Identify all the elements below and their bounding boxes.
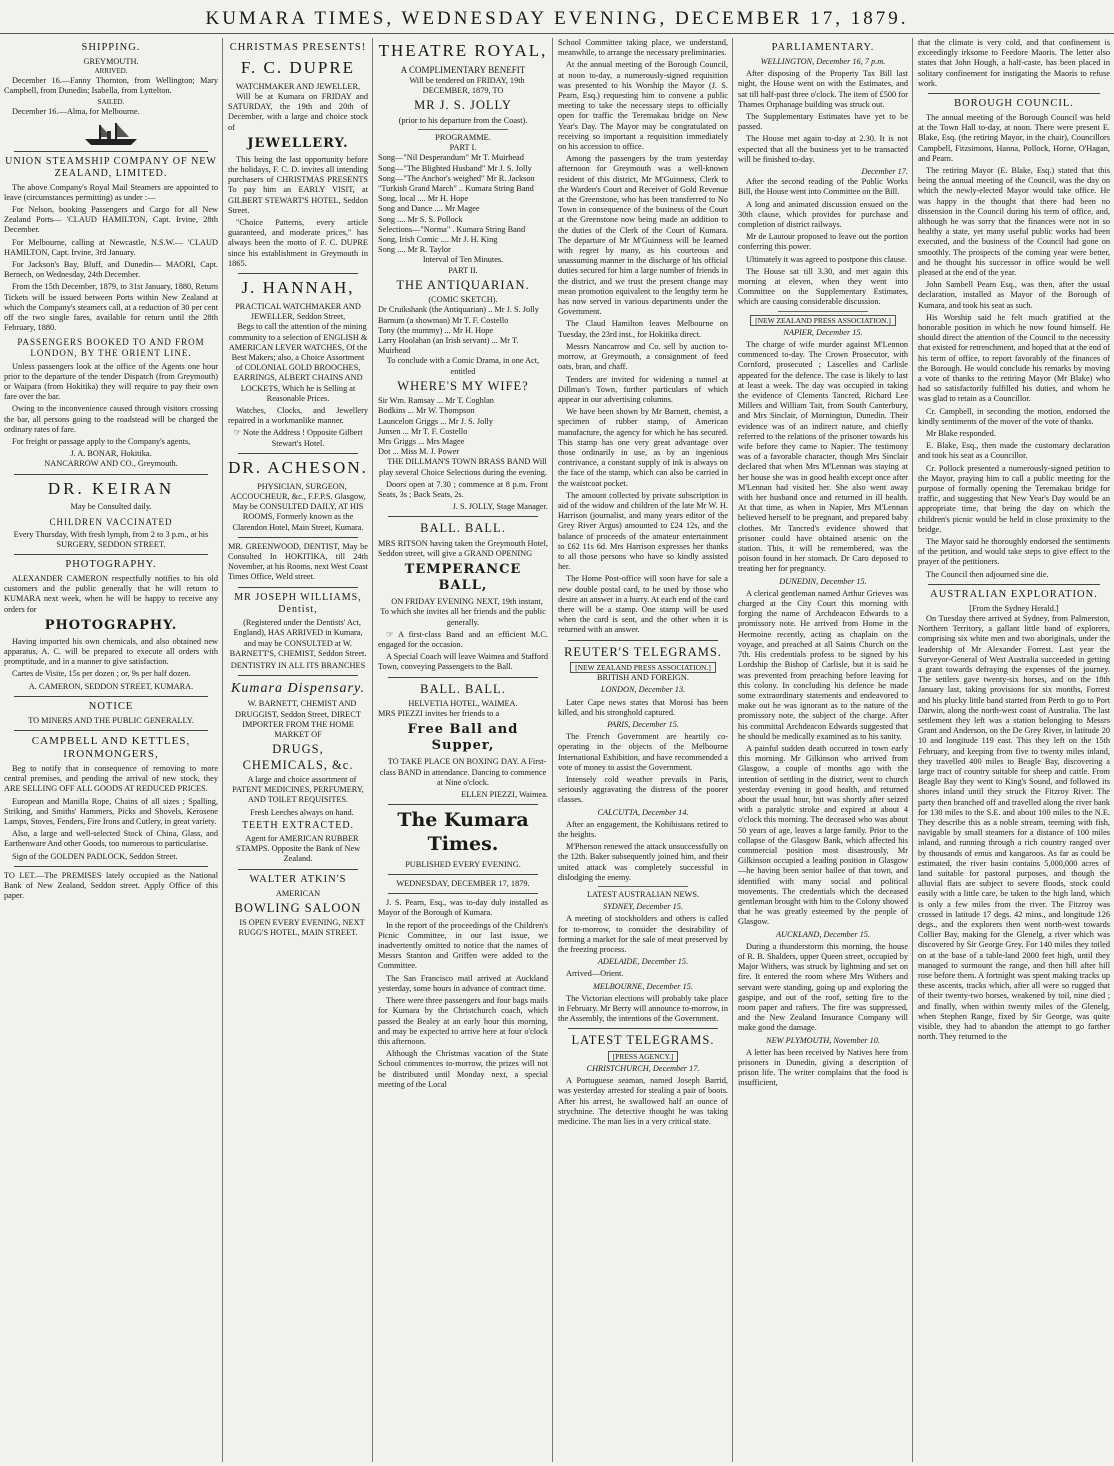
column-rule [732, 38, 733, 1462]
telegram-text: A painful sudden death occurred in town early this morning. Mr Gilkinson who arrived from Glasgow, a couple of months ago with the intention of settling in the district, went to church yesterday evening in good health, and returned about the usual hour, but was shortly after seized with a paralytic stroke and expired at about 4 o'clock this morning. The deceased who was about 50 years of age, leaves a large family. Prior to the collapse of the Glasgow Bank, which affected his commercial position most disastrously, Mr Gilkinson occupied a leading position in Glasgow—he having been senior bailee of that town, and identified with many social and political movements. The credentials which the deceased gentleman brought with him to the Colony showed that he was greatly esteemed by the people of Glasgow. [738, 743, 908, 927]
divider [238, 453, 358, 454]
dispensary-heading: Kumara Dispensary. [231, 681, 365, 697]
telegram-text: A clerical gentleman named Arthur Grieves was charged at the City Court this morning with forging the name of Archdeacon Edwards to a promissory note. He arrived from Home in the Hermoine recently, acting as chaplain on the voyage, and preached at all Saints Church on the 7th. His credentials profess to be signed by his Lordship the Bishop of Carlisle, but it is said he was prevented from preaching before leaving for this colony. In concluding his defence he made some extraordinary statements and endeavored to make out he was ignorant as to the nature of the promissory note, the subject of the charge. After his committal Archdeacon Edwards suggested that he should be medically examined as to his sanity. [738, 588, 908, 741]
piezzi-signature: ELLEN PIEZZI, Waimea. [461, 789, 548, 799]
union-text: For Nelson, booking Passengers and Cargo for all New Zealand Ports— 'CLAUD HAMILTON, Capt. Irvine, 28th December. [4, 204, 218, 235]
latest-telegrams-heading: LATEST TELEGRAMS. [571, 1033, 715, 1048]
cast-item: Launcelott Griggs ... Mr J. S. Jolly [378, 416, 493, 426]
council-text: The annual meeting of the Borough Council was held at the Town Hall to-day, at noon. There were present E. Blake, Esq. (the retiring Mayor, in the chair), Councillors Campbell, Fitzsimons, Hanna, Pollock, Horne, O'Hagan, and Pearn. [918, 112, 1110, 163]
cast-item: Larry Hoolahan (an Irish servant) ... Mr T. Muirhead [378, 335, 519, 356]
news-text: that the climate is very cold, and that confinement is exceedingly irksome to Feedore Maoris. The letter also states that John Hough, a half-caste, has been placed in solitary confinement for instigating the Maoris to refuse work. [918, 38, 1110, 88]
greenwood-text: MR. GREENWOOD, DENTIST, May be Consulted In HOKITIKA, till 24th November, at his Rooms, next West Coast Times Office, Weld street. [228, 541, 368, 582]
telegram-text: M'Pherson renewed the attack unsuccessfully on the 12th. Baker subsequently joined him, and their united attack was completely successful in dislodging the enemy. [558, 842, 728, 882]
telegram-text: Later Cape news states that Morosi has been killed, and his stronghold captured. [558, 697, 728, 717]
telegram-text: A letter has been received by Natives here from prisoners in Dunedin, giving a description of prison life. The writer complains that the food is insufficient, [738, 1047, 908, 1088]
press-association-label: [NEW ZEALAND PRESS ASSOCIATION.] [570, 662, 716, 673]
part-label: PART II. [448, 265, 478, 275]
ritson-band-text: A first-class Band and an efficient M.C. engaged for the occasion. [378, 629, 548, 649]
news-text: The amount collected by private subscription in aid of the widow and children of the late Mr W. H. Harrison (journalist, and many years editor of the Grey River Argus) amounted to £24 12s, and the balance of proceeds of the amateur entertainment to £62 11s 6d. Mrs Harrison expresses her thanks to all those persons who have so kindly assisted her. [558, 490, 728, 572]
piezzi-text: MRS PIEZZI invites her friends to a [378, 709, 500, 719]
telegram-text: The Victorian elections will probably take place in February. Mr Berry will announce to-morrow, in the Assembly, the intentions of the Government. [558, 993, 728, 1024]
dateline: WELLINGTON, December 16, 7 p.m. [760, 56, 886, 66]
divider [388, 874, 538, 875]
dateline: December 17. [861, 166, 908, 176]
source-label: [From the Sydney Herald.] [969, 603, 1059, 613]
williams-text: (Registered under the Dentists' Act, England), HAS ARRIVED in Kumara, and may be CONSULTED at W. BARNETT'S, CHEMIST, Seddon Street. [229, 618, 367, 658]
parliament-text: Ultimately it was agreed to postpone this clause. [746, 254, 907, 264]
telegram-text: Intensely cold weather prevails in Paris, seriously aggravating the distress of the poorer classes. [558, 775, 728, 805]
editorial-text: The San Francisco mail arrived at Auckland yesterday, some hours in advance of contract time. [378, 973, 548, 993]
programme-item: Song .... Mr R. Taylor [378, 245, 451, 255]
news-text: Among the passengers by the tram yesterday afternoon for Greymouth was a well-known resident of this district, Mr M'Guinness, Clerk to the Warden's Court and Receiver of Gold Revenue at the Greenstone, who has been transferred to No Town in consequence of the business of the Court at the Greenstone now being made an addition to the duties of the Clerk of the Court of Kumara. The departure of Mr M'Guinness will be learned with regret by many, as his courteous and unassuming manner in the discharge of his official duties secured for him a large number of friends in the district, and we trust the present change may mean promotion equivalent to the lengthy term he has now served in various departments under the Government. [558, 154, 728, 317]
divider [778, 311, 868, 312]
divider [388, 804, 538, 805]
ball-heading: BALL. BALL. [420, 681, 506, 696]
telegram-text: The French Government are heartily co-operating in the objects of the Melbourne International Exhibition, and have recommended a vote of money to assist the Government. [558, 732, 728, 772]
ritson-text: ON FRIDAY EVENING NEXT, 19th instant, To which she invites all her friends and the public generally. [380, 597, 546, 627]
cast-item: Junsen ... Mr T. F. Costello [378, 426, 468, 436]
parliamentary-heading: PARLIAMENTARY. [771, 42, 875, 53]
cast-item: Tony (the mummy) ... Mr H. Hope [378, 325, 494, 335]
greymouth-label: GREYMOUTH. [83, 56, 139, 66]
press-association-label: [NEW ZEALAND PRESS ASSOCIATION.] [750, 315, 896, 326]
parliament-text: The House met again to-day at 2.30. It is not expected that all the business yet to be transacted will be finished to-day. [738, 134, 908, 164]
parliament-text: A long and animated discussion ensued on the 30th clause, which provides for purchase and completion of district railways. [738, 199, 908, 229]
divider [238, 273, 358, 274]
shipping-heading: SHIPPING. [81, 42, 141, 53]
dateline: SYDNEY, December 15. [603, 902, 683, 912]
hannah-subtitle: PRACTICAL WATCHMAKER AND JEWELLER, Seddon Street, [235, 301, 361, 322]
campbell-text: European and Manilla Rope, Chains of all sizes ; Spalling, Striking, and Smiths' Hammers, Picks and Shovels, Kerosene Lamps, Stoves, Fenders, Fire Irons and Cutlery, in great variety. [4, 796, 218, 826]
part-label: PART I. [449, 143, 477, 153]
dateline: CHRISTCHURCH, December 17. [586, 1064, 700, 1074]
theatre-heading: THEATRE ROYAL, [378, 41, 548, 60]
piezzi-text: TO TAKE PLACE ON BOXING DAY. A First-class BAND in attendance. Dancing to commence at Nine o'clock. [379, 757, 547, 787]
issue-dateline: WEDNESDAY, DECEMBER 17, 1879. [396, 879, 530, 889]
cast-item: Barnum (a showman) Mr T. F. Costello [378, 315, 509, 325]
news-text: We have been shown by Mr Barnett, chemist, a specimen of rubber stamp, of American manufacture, the agency for which he has secured. This stamp has one very great advantage over those ordinarily in use, as by an ingenious contrivance, a constant supply of ink is always on the face of the stamp, which can also be carried in the waistcoat pocket. [558, 407, 728, 488]
cast-item: Mrs Griggs ... Mrs Magee [378, 436, 465, 446]
sailed-label: SAILED. [97, 98, 125, 107]
dateline: CALCUTTA, December 14. [597, 807, 689, 817]
dateline: DUNEDIN, December 15. [779, 576, 867, 586]
notice-heading: NOTICE [88, 700, 134, 712]
council-text: The retiring Mayor (E. Blake, Esq.) stated that this being the annual meeting of the Council, was the day on which the newly-elected Mayor would take office. He was happy in the thought that there had been no dissension in the Council during his term of office, and, although he was sorry that the finances were not in so healthy a state, yet many useful public works had been executed, and the business of the Council had gone on smoothly. The prospects of the coming year were better, and he thought his successor in office would be well pleased at the end of the year. [918, 165, 1110, 277]
news-text: At the annual meeting of the Borough Council, at noon to-day, a numerously-signed requisition was presented to his Worship the Mayor (J. S. Pearn, Esq.) requesting him to convene a public meeting to take the necessary steps to officially open for traffic the Teremakau bridge on New Year's Day. The Mayor may be congratulated on receiving so important a requisition immediately on his accession to office. [558, 60, 728, 152]
council-text: The Mayor said he thoroughly endorsed the sentiments of the petition, and would take steps to give effect to the prayer of the petitioners. [918, 537, 1110, 567]
dupre-text: Will be at Kumara on FRIDAY and SATURDAY, the 19th and 20th of December, with a large and choice stock of [228, 92, 368, 132]
agent-signature: J. A. BONAR, Hokitika. [70, 449, 152, 459]
council-text: His Worship said he felt much gratified at the honorable position in which he now found himself. He should direct the attention of the Council to the necessity that existed for retrenchment, and hoped that at the end of his term of office, to report favorably of the finances of the Borough. He would conclude his remarks by moving a vote of thanks to the retiring Mayor (Mr Blake) who had so satisfactorily fulfilled his duties, and whom he was glad to retain as a Councillor. [918, 312, 1110, 404]
benefit-heading: A COMPLIMENTARY BENEFIT [400, 64, 526, 75]
newspaper-title: The Kumara Times. [397, 809, 529, 855]
divider [418, 129, 508, 130]
telegram-text: After an engagement, the Kohibistans retired to the heights. [558, 819, 728, 840]
divider [598, 886, 688, 887]
parliament-text: After the second reading of the Public Works Bill, the House went into Committee on the Bill. [738, 177, 908, 197]
news-text: The Claud Hamilton leaves Melbourne on Tuesday, the 23rd inst., for Hokitika direct. [558, 319, 728, 339]
british-heading: BRITISH AND FOREIGN. [597, 673, 689, 683]
jolly-signature: J. S. JOLLY, Stage Manager. [452, 502, 548, 512]
photography-heading: PHOTOGRAPHY. [65, 559, 157, 571]
telegram-text: A meeting of stockholders and others is called for to-morrow, to consider the desirability of forming a market for the sale of meat preserved by the freezing process. [558, 914, 728, 955]
news-text: Tenders are invited for widening a tunnel at Dillman's Town, further particulars of which appear in our advertising columns. [558, 374, 728, 404]
divider [14, 151, 208, 152]
ship-icon [81, 119, 141, 147]
divider [928, 584, 1100, 585]
parliament-text: The House sat till 3.30, and met again this morning at eleven, when they went into Committee on the Supplementary Estimates, which are causing considerable discussion. [738, 266, 908, 307]
divider [238, 675, 358, 676]
programme-item: Song .... Mr S. S. Pollock [378, 214, 463, 224]
programme-item: Selections—"Norma" . Kumara String Band [378, 224, 526, 234]
programme-item: Song—"Nil Desperandum" Mr T. Muirhead [378, 153, 524, 163]
divider [14, 866, 208, 867]
divider [388, 516, 538, 517]
teeth-banner: TEETH EXTRACTED. [241, 819, 355, 831]
council-text: John Sambell Pearn Esq., was then, after the usual declaration, installed as Mayor of the Borough of Kumara, and took his seat as such. [918, 280, 1110, 310]
antiquarian-heading: THE ANTIQUARIAN. [396, 277, 530, 292]
telegram-text: A Portuguese seaman, named Joseph Barrid, was yesterday arrested for stealing a pair of boots. After his arrest, he swallowed half an ounce of strychnine. The detective thought he was taking medicine. The man lies in a very critical state. [558, 1076, 728, 1127]
divider [14, 474, 208, 475]
jolly-text: (prior to his departure from the Coast). [398, 115, 528, 125]
column-rule [222, 38, 223, 1462]
interval-text: Interval of Ten Minutes. [422, 255, 504, 265]
council-text: The Council then adjourned sine die. [926, 569, 1049, 579]
council-text: Cr. Pollock presented a numerously-signed petition to the Mayor, praying him to call a public meeting for the purpose of formally opening the Teremakau bridge for traffic, and suggesting that New Year's Day would be an appropriate time, that being the day on which the children's picnic would be held in close proximity to the bridge. [918, 463, 1110, 534]
column-rule [372, 38, 373, 1462]
dupre-text: "Choice Patterns, every article guaranteed, and moderate prices," has always been the motto of F. C. DUPRE since his establishment in Greymouth in 1865. [228, 218, 368, 268]
union-text: The above Company's Royal Mail Steamers are appointed to leave (circumstances permitting) as under :— [4, 182, 218, 202]
union-text: For Melbourne, calling at Newcastle, N.S.W.— 'CLAUD HAMILTON, Capt. Irvine, 3rd January. [4, 237, 218, 257]
helvetia-heading: HELVETIA HOTEL, WAIMEA. [408, 698, 518, 708]
borough-council-heading: BOROUGH COUNCIL. [954, 98, 1074, 110]
parliament-text: Mr de Lautour proposed to leave out the portion conferring this power. [738, 232, 908, 252]
column-rule [552, 38, 553, 1462]
pointing-hand-icon: ☞ [386, 629, 399, 639]
ball-heading: BALL. BALL. [420, 521, 506, 536]
cast-item: Dot ... Miss M. J. Power [378, 447, 460, 457]
masthead-title: KUMARA TIMES, WEDNESDAY EVENING, DECEMBER 17, 1879. [205, 8, 909, 29]
wife-heading: WHERE'S MY WIFE? [397, 378, 529, 393]
programme-item: Song—"The Anchor's weighed" Mr R. Jackson [378, 173, 535, 183]
programme-item: Song and Dance .... Mr Magee [378, 204, 480, 214]
column-1 [0, 38, 222, 1462]
hannah-text: Watches, Clocks, and Jewellery repaired in a workmanlike manner. [228, 405, 368, 426]
news-text: The Home Post-office will soon have for sale a new double postal card, to be used by those who desire an answer in a hurry. At each end of the card there will be a stamp. One stamp will be used when the card is sent, and the other when it is returned with an answer. [558, 574, 728, 635]
cast-item: Bodkins ... Mr W. Thompson [378, 406, 475, 416]
council-text: Cr. Campbell, in seconding the motion, endorsed the kindly sentiments of the mover of the vote of thanks. [918, 406, 1110, 426]
vaccination-text: Every Thursday, With fresh lymph, from 2 to 3 p.m., at his SURGERY, SEDDON STREET. [13, 529, 209, 549]
hannah-heading: J. HANNAH, [241, 278, 355, 298]
jolly-heading: MR J. S. JOLLY [414, 98, 512, 113]
news-text: School Committee taking place, we understand, meanwhile, to arrange the necessary preliminaries. [558, 38, 728, 58]
exploration-text: On Tuesday there arrived at Sydney, from Palmerston, Northern Territory, a gallant little band of explorers, comprising six white men and two aboriginals, under the leadership of Mr Alexander Forrest. Last year the Surveyor-General of West Australia succeeded in getting a grant towards defraying the expenses of the journey. The settlers gave twenty-six horses, and on the 18th January last, taking provisions for six months, Forrest and his plucky little band started from Perth to go to Port Darwin, along the north-west coast of Australia. The last settlement they left was a station belonging to Messrs Grant and Anderson, on the De Grey River, in latitude 20 10 and longitude 119 east. This they left on the 15th February, and keeping from five to twenty miles inland, they travelled 400 miles to Beagle Bay, discovering a large tract of country suitable for sheep and cattle. From Beagle Bay they went to King's Sound, and followed its shores inland until they struck the Fitzroy River. The party then branched off and travelled along the river bank for 130 miles to the S.E. and about 100 miles to the N.E. They describe this as a noble stream, teeming with fish, navigable by small steamers for a distance of 100 miles inland, and running through a rich country ranged over by thousands of emus and kangaroos. As far as could be estimated, the river basin contains 5,000,000 acres of land suitable for pastoral purposes, and though the alluvial flats are subject to severe floods, stock could easily with a little care, be taken to the high land, which is only a few miles from the river. The Fitzroy was crossed in latitude 17 degs. 42 mins., and longitude 126 degs., and the explorers then went north-west towards Collier Bay, making for the Glenelg, a river which was discovered by Sir George Grey. For 140 miles they toiled on at the base of a table-land 2000 feet high, until they managed to surmount the range, and then hill after hill rose before them. A fortnight was spent making tracks up these ascents, tracks which, after all were so rugged that of their twenty-two horses, weakened by toil, nine died ; and finally, when within twenty miles of the Glenelg, when Stephen Range, fixed by Sir George, was quite visible, they had to abandon the attempt to go farther north. They returned to the [918, 613, 1110, 1042]
dispensary-text: W. BARNETT, CHEMIST AND DRUGGIST, Seddon Street, DIRECT IMPORTER FROM THE HOME MARKET OF [235, 699, 361, 739]
column-5 [734, 38, 912, 1462]
council-text: Mr Blake responded. [926, 429, 996, 439]
notice-text: TO MINERS AND THE PUBLIC GENERALLY. [28, 715, 194, 725]
passengers-text: Owing to the inconvenience caused through visitors crossing the bar, all persons going to the roadstead will be charged the ordinary rates of fare. [4, 404, 218, 434]
passengers-text: For freight or passage apply to the Company's agents, [12, 436, 191, 446]
bowling-banner: BOWLING SALOON [234, 900, 362, 915]
dupre-heading: F. C. DUPRE [240, 57, 356, 77]
photography-text: Cartes de Visite, 15s per dozen ; or, 9s per half dozen. [12, 669, 191, 679]
masthead [0, 0, 1114, 34]
published-label: PUBLISHED EVERY EVENING. [405, 859, 521, 869]
photography-banner: PHOTOGRAPHY. [44, 617, 178, 633]
exploration-heading: AUSTRALIAN EXPLORATION. [930, 588, 1098, 600]
passengers-text: Unless passengers look at the office of the Agents one hour prior to the departure of the tender Dispatch (from Greymouth) or Waipara (from Hokitika) they will require to pay their own fare over the bar. [4, 361, 218, 402]
divider [14, 730, 208, 731]
union-text: From the 15th December, 1879, to 31st January, 1880, Return Tickets will be issued between Ports within New Zealand at which the Company's steamers call, at a reduction of 30 per cent off the two single fares, available for return until the 28th February, 1880. [4, 282, 218, 333]
keiran-heading: DR. KEIRAN [47, 478, 175, 498]
free-ball-banner: Free Ball and Supper, [407, 722, 519, 754]
programme-heading: PROGRAMME. [435, 132, 491, 142]
dateline: PARIS, December 15. [607, 719, 679, 729]
acheson-text: PHYSICIAN, SURGEON, ACCOUCHEUR, &c., F.F.P.S. Glasgow, May be CONSULTED DAILY, AT HIS ROOMS, Formerly known as the Clarendon Hotel, Main Street, Kumara. [230, 481, 366, 532]
divider [568, 640, 718, 641]
union-text: For Jackson's Bay, Bluff, and Dunedin— MAORI, Capt. Bernech, on Wednesday, 24th December. [4, 259, 218, 280]
christmas-heading: CHRISTMAS PRESENTS! [229, 42, 367, 53]
programme-item: Song, local .... Mr H. Hope [378, 194, 469, 204]
band-text: THE DILLMAN'S TOWN BRASS BAND Will play several Choice Selections during the evening. [379, 457, 547, 477]
temperance-banner: TEMPERANCE BALL, [404, 562, 522, 594]
editorial-text: Although the Christmas vacation of the State School commences to-morrow, the prizes will not be distributed until Monday next, a special meeting of the Local [378, 1049, 548, 1089]
hannah-address [228, 428, 368, 448]
divider [388, 677, 538, 678]
cameron-signature: A. CAMERON, SEDDON STREET, KUMARA. [28, 681, 194, 691]
arrived-text: December 16.—Fanny Thornton, from Wellington; Mary Campbell, from Dunedin; Isabella, from Lyttelton. [4, 75, 218, 95]
divider [238, 537, 358, 538]
drugs-banner: DRUGS, CHEMICALS, &c. [242, 742, 354, 772]
divider [928, 93, 1100, 94]
column-2 [224, 38, 372, 1462]
williams-heading: MR JOSEPH WILLIAMS, Dentist, [234, 591, 362, 615]
telegram-text: Arrived—Orient. [566, 969, 624, 979]
dispensary-text: Agent for AMERICAN RUBBER STAMPS. Opposite the Bank of New Zealand. [235, 834, 361, 864]
atkin-text: IS OPEN EVERY EVENING, NEXT RUGG'S HOTEL, MAIN STREET. [238, 918, 365, 938]
atkin-subtitle: AMERICAN [275, 888, 321, 898]
photography-text: Having imported his own chemicals, and also obtained new apparatus, A. C. will be prepared to execute all orders with promptitude, and in a manner to give satisfaction. [4, 636, 218, 667]
dateline: NEW PLYMOUTH, November 10. [766, 1035, 880, 1045]
dispensary-text: A large and choice assortment of PATENT MEDICINES, PERFUMERY, AND TOILET REQUISITES. [232, 774, 364, 805]
editorial-text: J. S. Pearn, Esq., was to-day duly installed as Mayor of the Borough of Kumara. [378, 898, 548, 918]
antiquarian-subtitle: (COMIC SKETCH). [428, 295, 498, 305]
dateline: MELBOURNE, December 15. [592, 981, 693, 991]
divider [14, 554, 208, 555]
column-rule [912, 38, 913, 1462]
parliament-text: After disposing of the Property Tax Bill last night, the House went on with the Estimates, and sat till half-past three o'clock. The item of £500 for Thames Orphanage building was struck out. [738, 69, 908, 109]
tolet-text: TO LET.—The PREMISES lately occupied as the National Bank of New Zealand, Seddon street. Apply Office of this paper. [4, 870, 218, 901]
campbell-text: Sign of the GOLDEN PADLOCK, Seddon Street. [12, 851, 178, 861]
hannah-text: Begs to call the attention of the mining community to a selection of ENGLISH & AMERICAN LEVER WATCHES, Of the Best Makers; also, a Choice Assortment of COLONIAL GOLD BROOCHES, EARRINGS, ALBERT CHAINS AND LOCKETS, Which he is Selling at Reasonable Prices. [228, 322, 368, 403]
dateline: AUCKLAND, December 15. [775, 929, 871, 939]
hannah-address-text: Note the Address ! Opposite Gilbert Stewart's Hotel. [242, 428, 363, 448]
campbell-text: Beg to notify that in consequence of removing to more central premises, and pending the arrival of new stock, they ARE SELLING OFF ALL GOODS AT REDUCED PRICES. [4, 763, 218, 794]
ritson-text: A Special Coach will leave Waimea and Stafford Town, conveying Passengers to the Ball. [378, 652, 548, 672]
cast-item: Sir Wm. Ramsay ... Mr T. Coghlan [378, 396, 494, 406]
dispensary-text: Fresh Leeches always on hand. [250, 807, 354, 817]
programme-item: "Turkish Grand March" .. Kumara String Band [378, 183, 534, 193]
acheson-heading: DR. ACHESON. [228, 457, 368, 477]
dateline: ADELAIDE, December 15. [597, 957, 689, 967]
reuters-heading: REUTER'S TELEGRAMS. [564, 644, 722, 659]
ritson-text: MRS RITSON having taken the Greymouth Hotel, Seddon street, will give a GRAND OPENING [378, 538, 548, 558]
divider [238, 587, 358, 588]
divider [568, 1028, 718, 1029]
divider [238, 869, 358, 870]
news-text: Messrs Nancarrow and Co. sell by auction to-morrow, at Greymouth, a consignment of feed oats, bran, and chaff. [558, 341, 728, 372]
editorial-text: In the report of the proceedings of the Children's Picnic Committee, in our last issue, we inadvertently omitted to notice that the names of Messrs Stanton and Griffen were added to the Committee. [378, 920, 548, 971]
passengers-heading: PASSENGERS BOOKED TO AND FROM LONDON, BY THE ORIENT LINE. [17, 337, 205, 359]
keiran-text: May be Consulted daily. [70, 502, 152, 512]
dentistry-text: DENTISTRY IN ALL ITS BRANCHES [230, 660, 366, 670]
sailed-text: December 16.—Alma, for Melbourne. [12, 106, 140, 116]
union-heading: UNION STEAMSHIP COMPANY OF NEW ZEALAND, LIMITED. [5, 155, 217, 180]
parliament-text: The Supplementary Estimates have yet to be passed. [738, 111, 908, 132]
divider [14, 696, 208, 697]
press-agency-label: [PRESS AGENCY.] [608, 1051, 679, 1062]
dupre-text: This being the last opportunity before the holidays, F. C. D. invites all intending purchasers of CHRISTMAS PRESENTS To pay him an EARLY VISIT, at GILBERT STEWART'S HOTEL, Seddon Street. [228, 154, 368, 215]
programme-item: Song, Irish Comic .... Mr J. H. King [378, 234, 498, 244]
campbell-text: Also, a large and well-selected Stock of China, Glass, and Earthenware And other Goods, too numerous to particularise. [4, 829, 218, 849]
vaccination-heading: CHILDREN VACCINATED [49, 516, 173, 527]
dupre-subtitle: WATCHMAKER AND JEWELLER, [235, 81, 361, 91]
column-6 [914, 38, 1114, 1462]
agent-signature: NANCARROW AND CO., Greymouth. [44, 459, 178, 469]
australian-news-heading: LATEST AUSTRALIAN NEWS. [586, 890, 700, 900]
column-3 [374, 38, 552, 1462]
jewellery-banner: JEWELLERY. [247, 135, 349, 151]
cast-item: Dr Cruikshank (the Antiquarian) .. Mr J. S. Jolly [378, 305, 539, 315]
benefit-text: Will be tendered on FRIDAY, 19th DECEMBER, 1879, TO [409, 75, 525, 96]
atkin-heading: WALTER ATKIN'S [249, 873, 347, 885]
arrived-label: ARRIVED. [94, 67, 128, 76]
ritson-text [378, 630, 548, 650]
editorial-text: There were three passengers and four bags mails for Kumara by the Christchurch coach, which passed the Bealey at an early hour this morning, and may be expected to arrive here at four o'clock this afternoon. [378, 996, 548, 1046]
pointing-hand-icon: ☞ [233, 428, 243, 438]
telegram-text: The charge of wife murder against M'Lennon commenced to-day. The Crown Prosecutor, with Cornford, prosecuted ; Lascelles and Carlisle appeared for the defence. The case is likely to last at least a week. The day was occupied in taking the evidence of Clements Tancred, Richard Lee Millers and William Tait, from South Canterbury, and Mrs Sinclair, of Mornington, Dunedin. Their evidence was of an indirect nature, and chiefly referred to the relations of the prisoner towards his wife before they came to Napier. The testimony was of a favorable character, though Mrs Sinclair declared that when Mrs M'Lennan was staying at her house she was in good health except once after M'Lennan had visited her. She also went away with her husband once and returned in ill health. At that time, as when in Napier, Mrs M'Lennan believed herself to be pregnant, and prepared baby clothes. Mr Tancred's evidence showed that prisoner could have obtained arsenic on the station. This, it will be remembered, was the poison found in her stomach. Dr Caro deposed to treating her for pregnancy. [738, 340, 908, 574]
photography-text: ALEXANDER CAMERON respectfully notifies to his old customers and the public generally that he will return to KUMARA next week, when he will be happy to receive any orders for [4, 574, 218, 614]
divider [388, 893, 538, 894]
conclude-text: To conclude with a Comic Drama, in one Act, entitled [386, 356, 540, 376]
dateline: NAPIER, December 15. [783, 327, 863, 337]
council-text: E. Blake, Esq., then made the customary declaration and took his seat as a Councillor. [918, 441, 1110, 461]
campbell-heading: CAMPBELL AND KETTLES, IRONMONGERS, [31, 734, 191, 761]
doors-text: Doors open at 7.30 ; commence at 8 p.m. Front Seats, 3s ; Back Seats, 2s. [378, 479, 548, 499]
column-4 [554, 38, 732, 1462]
dateline: LONDON, December 13. [600, 685, 686, 695]
programme-item: Song—"The Blighted Husband" Mr J. S. Jolly [378, 163, 532, 173]
telegram-text: During a thunderstorm this morning, the house of R. B. Shalders, upper Queen street, occupied by Major Withers, was struck by lightning and set on fire. It entered the room where Mrs Withers and servant were standing, going up and exploring the gaspipe, and out of the roof, setting fire to the room paper and rafters. The fire was suppressed, and the New Zealand Insurance Company will make good the damage. [738, 941, 908, 1033]
